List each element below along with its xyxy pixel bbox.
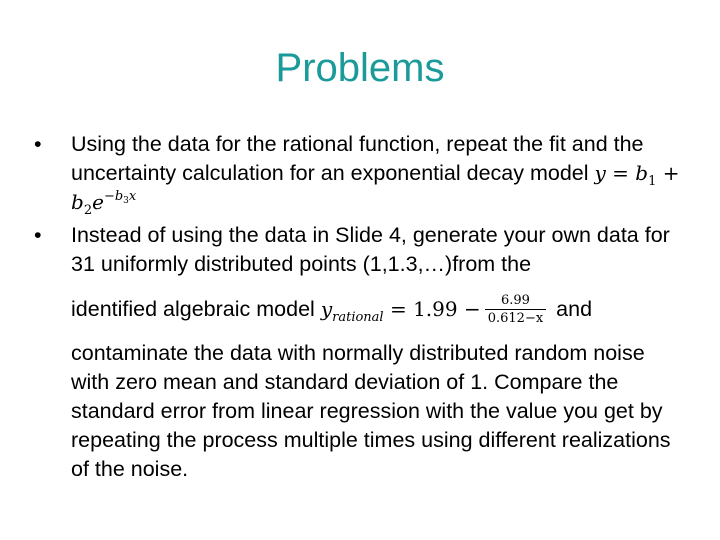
rational-model-line <box>71 279 684 339</box>
rational-model-equation: $y_{rational} = 1.99$ − $\frac{6.99}{0.612-x}$ <box>321 297 550 321</box>
fraction <box>485 292 546 327</box>
exponential-model-equation: $y = b_1 + b_2e^{-b_3x}$ <box>71 161 680 218</box>
fraction-denominator: 0.612−x <box>487 311 544 326</box>
bullet-list <box>34 130 684 488</box>
bullet-item-generate-data <box>34 221 684 484</box>
bullet-2-eq-prefix: identified algebraic model <box>71 297 315 321</box>
bullet-item-exponential-fit <box>34 130 684 217</box>
bullet-2-text-before: Instead of using the data in Slide 4, generate your own data for 31 uniformly distributed points (1,1.3,…)from the <box>71 223 670 276</box>
fraction-numerator: 6.99 <box>485 292 546 310</box>
bullet-1-text: Using the data for the rational function, repeat the fit and the uncertainty calculation for an exponential decay model <box>71 132 644 185</box>
bullet-2-text-after: contaminate the data with normally distributed random noise with zero mean and standard deviation of 1. Compare the standard error from linear regression with the value you get by repeating the process multiple times using different realizations of the noise. <box>71 341 671 481</box>
bullet-marker: • <box>34 132 42 156</box>
bullet-2-eq-suffix: and <box>556 297 593 321</box>
bullet-marker: • <box>34 223 42 247</box>
slide-title: Problems <box>275 46 445 90</box>
